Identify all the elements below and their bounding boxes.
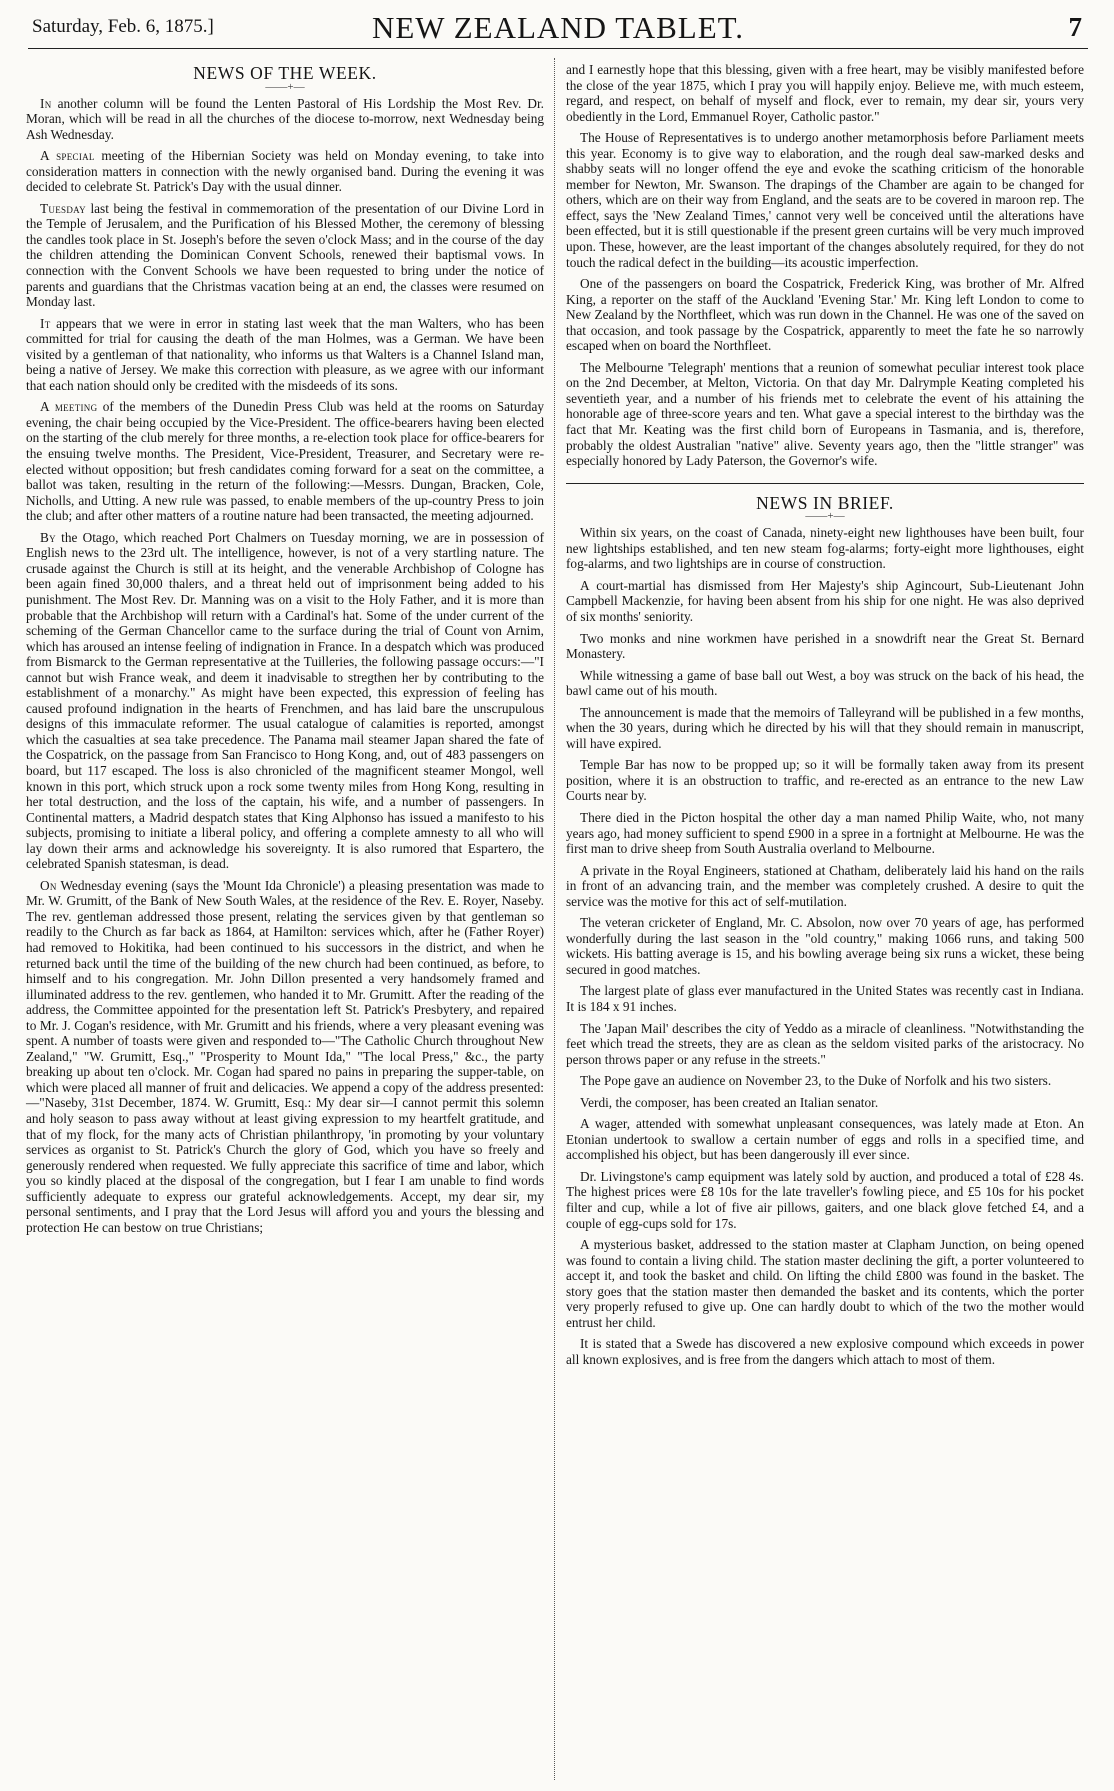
paragraph-text: appears that we were in error in stating last week that the man Walters, who has been committed for trial for causing the death of the man Holmes, was a German. We have been visited by a gentleman of that nationality, who informs us that Walters is a Channel Island man, being a native of Jersey. We make this correction with pleasure, as we agree with our informant that each nation should only be credited with the misdeeds of its sons. bbox=[26, 315, 544, 393]
section-rule bbox=[566, 483, 1084, 484]
section-ornament: ——+— bbox=[805, 510, 845, 523]
column-divider bbox=[554, 58, 555, 1780]
article-paragraph bbox=[26, 878, 544, 1236]
article-paragraph bbox=[26, 530, 544, 872]
paragraph-lead: It bbox=[40, 315, 51, 331]
paragraph-lead: On bbox=[40, 877, 57, 893]
paragraph-lead: In bbox=[40, 95, 52, 111]
brief-item: Within six years, on the coast of Canada, ninety-eight new lighthouses have been built, four new lightships established, and ten new steam fog-alarms; forty-eight more lighthouses, eight fog-alarms, and two lightships are in course of construction. bbox=[566, 525, 1084, 572]
paragraph-text: of the members of the Dunedin Press Club was held at the rooms on Saturday evening, the chair being occupied by the Vice-President. The office-bearers having been elected on the starting of the club merely for three months, a re-election took place for office-bearers for the ensuing twelve months. The President, Vice-President, Treasurer, and Secretary were re-elected without opposition; but fresh candidates coming forward for a seat on the committee, a ballot was taken, resulting in the return of the following:—Messrs. Dungan, Bracken, Cole, Nicholls, and Utting. A new rule was passed, to enable members of the up-country Press to join the club; and after other matters of a routine nature had been transacted, the meeting adjourned. bbox=[26, 399, 544, 524]
brief-item: The veteran cricketer of England, Mr. C. Absolon, now over 70 years of age, has performed wonderfully during the last season in the "old country," making 1066 runs, and taking 500 wickets. His batting average is 15, and his bowling average being six runs a wicket, these being secured in good matches. bbox=[566, 915, 1084, 977]
brief-item: A court-martial has dismissed from Her Majesty's ship Agincourt, Sub-Lieutenant John Campbell Mackenzie, for having been absent from his ship for one night. He was also deprived of six months' seniority. bbox=[566, 577, 1084, 624]
paragraph-lead: By bbox=[40, 529, 56, 545]
continued-paragraph: and I earnestly hope that this blessing, given with a free heart, may be visibly manifested before the close of the year 1875, which I pray you will happily enjoy. Believe me, with much esteem, regard, and respect, on behalf of myself and flock, ever to remain, my dear sir, yours very obediently in the Lord, Emmanuel Royer, Catholic pastor." bbox=[566, 62, 1084, 124]
brief-item: It is stated that a Swede has discovered a new explosive compound which exceeds in power all known explosives, and is free from the dangers which attach to most of them. bbox=[566, 1336, 1084, 1367]
article-paragraph: The House of Representatives is to undergo another metamorphosis before Parliament meets this year. Economy is to give way to elaboration, and the rough deal saw-marked desks and shabby seats will no longer offend the eye and evoke the scathing criticism of the honorable member for Newton, Mr. Swanson. The drapings of the Chamber are again to be changed for others, which are on their way from England, and the seats are to be covered in maroon rep. The effect, says the 'New Zealand Times,' cannot very well be conceived until the alterations have been effected, but it is still questionable if the present green curtains will be very much improved upon. These, however, are the least important of the changes absolutely required, for they do not touch the radical defect in the building—its acoustic imperfection. bbox=[566, 130, 1084, 270]
brief-item: The announcement is made that the memoirs of Talleyrand will be published in a few months, when the 30 years, during which he directed by his will that they should remain in manuscript, will have expired. bbox=[566, 704, 1084, 751]
brief-item: The largest plate of glass ever manufactured in the United States was recently cast in Indiana. It is 184 x 91 inches. bbox=[566, 983, 1084, 1014]
right-column bbox=[566, 62, 1084, 1373]
page-header bbox=[28, 10, 1088, 46]
brief-item: A private in the Royal Engineers, stationed at Chatham, deliberately laid his hand on the rails in front of an advancing train, and the member was completely crushed. A desire to quit the service was the motive for this act of self-mutilation. bbox=[566, 862, 1084, 909]
article-paragraph bbox=[26, 399, 544, 523]
brief-item: There died in the Picton hospital the other day a man named Philip Waite, who, not many years ago, had money sufficient to spend £900 in a spree in a fortnight at Melbourne. He was the first man to drive sheep from South Australia overland to Melbourne. bbox=[566, 809, 1084, 857]
page-number: 7 bbox=[1068, 12, 1082, 42]
article-paragraph bbox=[26, 148, 544, 195]
paragraph-lead: Tuesday bbox=[40, 200, 86, 216]
brief-item: A mysterious basket, addressed to the station master at Clapham Junction, on being opened was found to contain a living child. The station master declining the gift, a porter volunteered to accept it, and took the basket and child. On lifting the child £800 was found in the basket. The story goes that the station master then demanded the basket and its contents, which the porter very properly refused to give up. One can hardly doubt to which of the two the mother would entrust her child. bbox=[566, 1237, 1084, 1330]
brief-item: Temple Bar has now to be propped up; so it will be formally taken away from its present position, where it is an obstruction to traffic, and re-erected as an entrance to the new Law Courts near by. bbox=[566, 757, 1084, 804]
brief-item: Dr. Livingstone's camp equipment was lately sold by auction, and produced a total of £28 4s. The highest prices were £8 10s for the late traveller's fowling piece, and £5 10s for his pocket filter and cup, while a lot of five air pillows, gaiters, and one black glove fetched £4, and a couple of egg-cups sold for 17s. bbox=[566, 1168, 1084, 1231]
paragraph-text: another column will be found the Lenten Pastoral of His Lordship the Most Rev. Dr. Moran, which will be read in all the churches of the diocese to-morrow, next Wednesday being Ash Wednesday. bbox=[26, 95, 544, 142]
brief-item: The 'Japan Mail' describes the city of Yeddo as a miracle of cleanliness. "Notwithstanding the feet which tread the streets, they are as clean as the seldom visited parks of the aristocracy. No person throws paper or any refuse in the streets." bbox=[566, 1020, 1084, 1067]
issue-date: Saturday, Feb. 6, 1875.] bbox=[32, 16, 214, 37]
paragraph-text: Wednesday evening (says the 'Mount Ida Chronicle') a pleasing presentation was made to Mr. W. Grumitt, of the Bank of New South Wales, at the residence of the Rev. E. Royer, Naseby. The rev. gentleman addressed those present, relating the services given by that gentleman so readily to the Church as far back as 1864, at Hamilton: services which, after he (Father Royer) had removed to Hokitika, had been continued to his successors in the district, and when he returned back until the time of the building of the new church had been continued, as before, to himself and to his congregation. Mr. John Dillon presented a very handsomely framed and illuminated address to the rev. gentlemen, who handed it to Mr. Grumitt. After the reading of the address, the Committee appointed for the presentation left St. Patrick's Presbytery, and repaired to Mr. J. Cogan's residence, with Mr. Grumitt and his friends, where a very pleasant evening was spent. A number of toasts were given and responded to—"The Catholic Church throughout New Zealand," "W. Grumitt, Esq.," "Prosperity to Mount Ida," "The local Press," &c., the party breaking up about ten o'clock. Mr. Cogan had spared no pains in preparing the supper-table, on which were placed all manner of fruit and delicacies. We append a copy of the address presented:—"Naseby, 31st December, 1874. W. Grumitt, Esq.: My dear sir—I cannot permit this solemn and holy season to pass away without at least giving expression to my heartfelt gratitude, and that of my flock, for the many acts of Christian philanthropy, 'in promoting by your voluntary services as organist to St. Patrick's Church the glory of God, which you have so freely and generously rendered when requested. We fully appreciate this sacrifice of time and labor, which you so kindly placed at the disposal of the congregation, but I fear I am unable to find words sufficiently adequate to express our grateful acknowledgements. Accept, my dear sir, my personal sentiments, and I pray that the Lord Jesus will afford you and yours the blessing and protection He can bestow on true Christians; bbox=[26, 877, 544, 1235]
brief-item: The Pope gave an audience on November 23, to the Duke of Norfolk and his two sisters. bbox=[580, 1073, 1052, 1089]
article-paragraph bbox=[26, 316, 544, 394]
section-ornament: ——+— bbox=[265, 80, 305, 93]
brief-item: While witnessing a game of base ball out West, a boy was struck on the back of his head, the bawl came out of his mouth. bbox=[566, 667, 1084, 699]
brief-item: A wager, attended with somewhat unpleasant consequences, was lately made at Eton. An Etonian undertook to swallow a certain number of eggs and rolls in a specified time, and accomplished his object, but has been dangerously ill ever since. bbox=[566, 1116, 1084, 1163]
brief-item: Two monks and nine workmen have perished in a snowdrift near the Great St. Bernard Monastery. bbox=[566, 630, 1084, 662]
left-column bbox=[26, 62, 544, 1241]
paragraph-lead: A meeting bbox=[40, 399, 98, 415]
article-paragraph bbox=[26, 96, 544, 143]
paragraph-lead: A special bbox=[40, 148, 95, 164]
header-rule bbox=[28, 48, 1088, 49]
paragraph-text: meeting of the Hibernian Society was held on Monday evening, to take into consideration matters in connection with the newly organised band. During the evening it was decided to celebrate St. Patrick's Day with the usual dinner. bbox=[26, 148, 544, 195]
paragraph-text: the Otago, which reached Port Chalmers on Tuesday morning, we are in possession of English news to the 23rd ult. The intelligence, however, is not of a very startling nature. The crusade against the Church is still at its height, and the venerable Archbishop of Cologne has been again fined 30,000 thalers, and a threat held out of imprisonment being added to his punishment. The Most Rev. Dr. Manning was on a visit to the Holy Father, and it is more than probable that the Archbishop will return with a Cardinal's hat. Some of the under current of the scheming of the German Chancellor came to the surface during the trial of Count von Arnim, which has aroused an intense feeling of indignation in France. In a despatch which was produced from Bismarck to the German representative at the Tuilleries, the following passage occurs:—"I cannot but wish France weak, and deem it inadvisable to stregthen her by contributing to the establishment of a monarchy." As might have been expected, this expression of feeling has caused profound indignation in the hearts of Frenchmen, and has laid bare the unscrupulous designs of this immaculate reformer. The usual catalogue of calamities is reported, amongst which the casualties at sea take precedence. The Panama mail steamer Japan shared the fate of the Cospatrick, on the passage from San Francisco to Hong Kong, and, out of 483 passengers on board, but 117 escaped. The loss is also chronicled of the magnificent steamer Mongol, well known in this port, which struck upon a rock some twenty miles from Hong Kong, resulting in her total destruction, and the loss of the captain, his wife, and a number of passengers. In Continental matters, a Madrid despatch states that King Alphonso has issued a manifesto to his subjects, promising to initiate a liberal policy, and offering a complete amnesty to all who will lay down their arms and acknowledge his sovereignty. It is also rumored that Espartero, the celebrated Spanish statesman, is dead. bbox=[26, 529, 544, 872]
article-paragraph: One of the passengers on board the Cospatrick, Frederick King, was brother of Mr. Alfred King, a reporter on the staff of the Auckland 'Evening Star.' Mr. King left London to come to New Zealand by the Northfleet, which was run down in the Channel. He was one of the saved on that occasion, and took passage by the Cospatrick, apparently to meet the fate he so narrowly escaped when on board the Northfleet. bbox=[566, 276, 1084, 354]
masthead-title: NEW ZEALAND TABLET. bbox=[371, 10, 745, 45]
news-of-week-title: NEWS OF THE WEEK. bbox=[193, 63, 377, 83]
news-in-brief-title: NEWS IN BRIEF. bbox=[756, 492, 894, 513]
brief-item: Verdi, the composer, has been created an Italian senator. bbox=[580, 1094, 879, 1110]
paragraph-text: last being the festival in commemoration of the presentation of our Divine Lord in the Temple of Jerusalem, and the Purification of his Blessed Mother, the ceremony of blessing the candles took place in St. Joseph's before the seven o'clock Mass; and in the course of the day the children attending the Dominican Convent Schools, renewed their baptismal vows. In connection with the Convent Schools we have been requested to bring under the notice of parents and guardians that the Christmas vacation being at an end, the classes were resumed on Monday last. bbox=[26, 200, 544, 310]
article-paragraph bbox=[26, 201, 544, 310]
article-paragraph: The Melbourne 'Telegraph' mentions that a reunion of somewhat peculiar interest took place on the 2nd December, at Melton, Victoria. On that day Mr. Dalrymple Keating completed his seventieth year, and a number of his friends met to celebrate the event of his attaining the honorable age of three-score years and ten. What gave a special interest to the birthday was the fact that Mr. Keating was the first child born of Europeans in Tasmania, and is, therefore, probably the oldest Australian "native" alive. Seventy years ago, then the "little stranger" was especially honored by Lady Paterson, the Governor's wife. bbox=[566, 359, 1084, 469]
